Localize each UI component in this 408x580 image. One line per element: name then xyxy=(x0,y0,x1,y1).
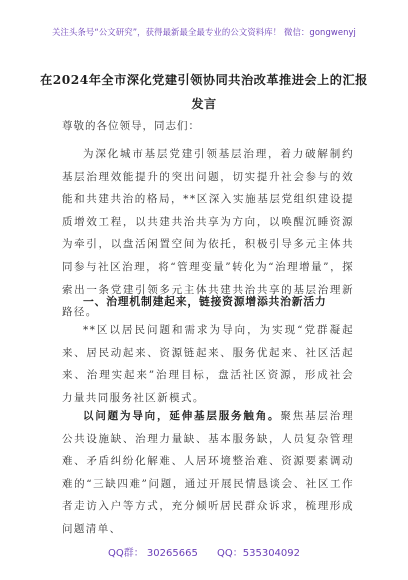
paragraph-lead-bold: 以问题为导向，延伸基层服务触角。 xyxy=(83,410,281,422)
section-heading-1: 一、治理机制建起来，链接资源增添共治新活力 xyxy=(83,295,327,308)
qq-contact: QQ：535304092 xyxy=(217,548,301,559)
paragraph-mechanism: **区以居民问题和需求为导向，为实现“党群凝起来、居民动起来、资源链起来、服务优起来、社区活起来、治理实起来”治理目标，盘活社区资源，形成社会力量共同服务社区新模式。 xyxy=(62,324,354,404)
paragraph-intro: 为深化城市基层党建引领基层治理，着力破解制约基层治理效能提升的突出问题，切实提升社会参与的效能和共建共治的格局，**区深入实施基层党组织建设提质增效工程，以共建共治共享为方向，以唤醒沉睡资源为牵引，以盘活闲置空间为依托，积极引导多元主体共同参与社区治理，将“管理变量”转化为“治理增量”，探索出一条党建引领多元主体共建共治共享的基层治理新路径。 xyxy=(62,148,354,319)
bottom-banner xyxy=(0,544,408,559)
paragraph-problem-oriented xyxy=(62,405,354,541)
qq-group: QQ群： 30265665 xyxy=(107,548,198,559)
top-banner: 关注头条号“公文研究”，获得最新最全最专业的公文资料库！ 微信：gongwenyj xyxy=(52,27,356,37)
salutation: 尊敬的各位领导，同志们： xyxy=(62,120,200,132)
paragraph-rest: 聚焦基层治理公共设施缺、治理力量缺、基本服务缺，人员复杂管理难、矛盾纠纷化解难、人居环境整治难、资源要素调动难的“三缺四难”问题，通过开展民情恳谈会、社区工作者走访入户等方式，充分倾听居民群众诉求，梳理形成问题清单、 xyxy=(62,410,354,535)
document-title: 在2024年全市深化党建引领协同共治改革推进会上的汇报发言 xyxy=(40,73,368,111)
